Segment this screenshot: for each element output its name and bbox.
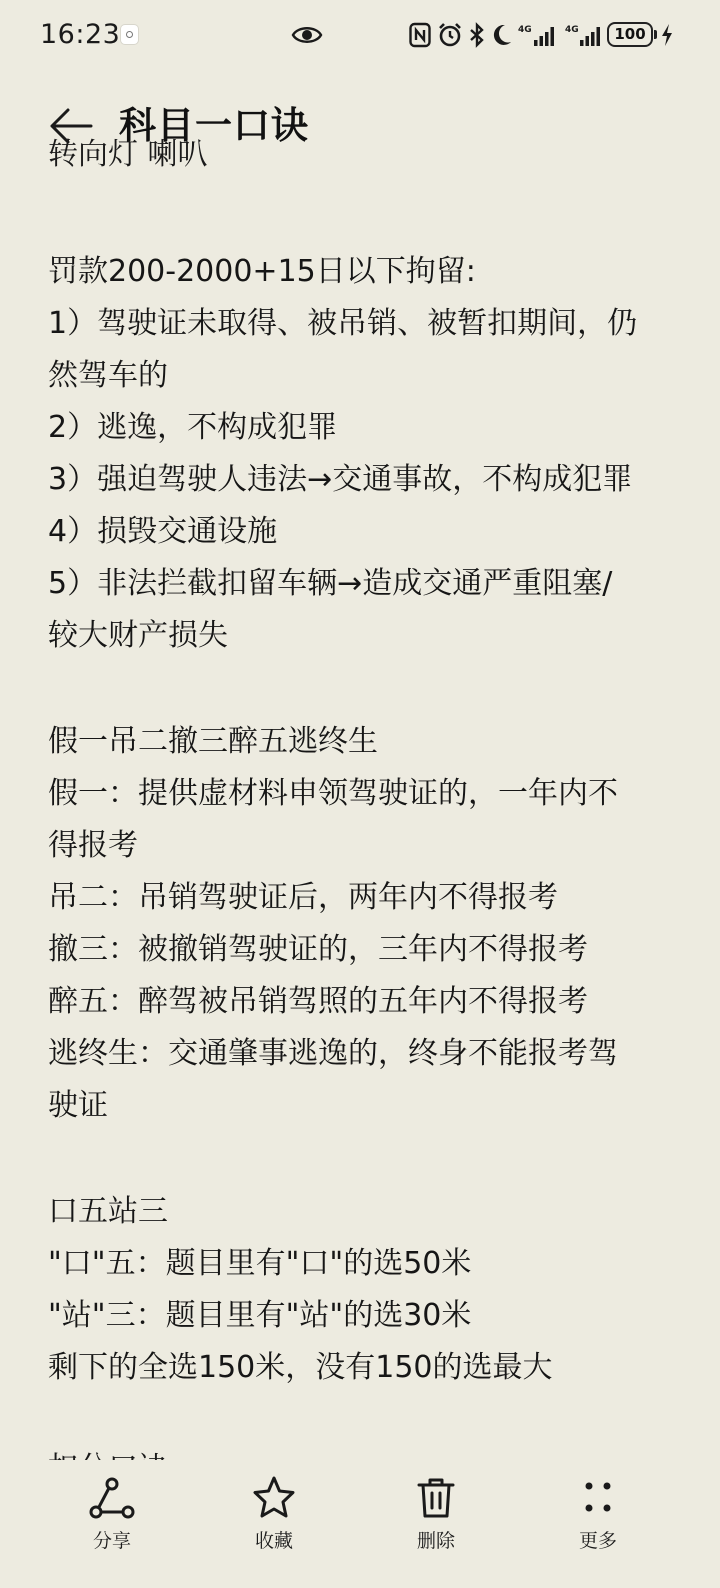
bluetooth-icon: [468, 22, 486, 48]
share-icon: [88, 1474, 136, 1522]
battery-cap: [654, 30, 657, 39]
content-line: 撤三：被撤销驾驶证的，三年内不得报考: [48, 932, 588, 967]
favorite-label: 收藏: [254, 1530, 293, 1552]
page-title: 科目一口诀: [119, 104, 309, 147]
share-button[interactable]: [52, 1474, 172, 1564]
content-line: 5）非法拦截扣留车辆→造成交通严重阻塞/: [48, 566, 613, 601]
clipped-line-top: 转向灯 喇叭: [48, 137, 208, 172]
content-line: "口"五：题目里有"口"的选50米: [48, 1246, 472, 1281]
battery-indicator: 100: [607, 22, 653, 47]
content-line: 然驾车的: [48, 358, 168, 393]
content-line: 罚款200-2000+15日以下拘留:: [48, 254, 476, 289]
content-line: 吊二：吊销驾驶证后，两年内不得报考: [48, 880, 558, 915]
content-line: 得报考: [48, 828, 138, 863]
charging-icon: [660, 22, 674, 48]
more-dots-icon: [574, 1474, 622, 1522]
content-line: "站"三：题目里有"站"的选30米: [48, 1298, 472, 1333]
signal-4g-icon-2: [565, 22, 605, 48]
content-line: 2）逃逸，不构成犯罪: [48, 410, 338, 445]
content-line: 逃终生：交通肇事逃逸的，终身不能报考驾: [48, 1036, 618, 1071]
content-line: 醉五：醉驾被吊销驾照的五年内不得报考: [48, 984, 588, 1019]
signal-4g-icon: [518, 22, 560, 48]
nfc-icon: [409, 22, 431, 48]
svg-text:4G: 4G: [518, 25, 532, 35]
content-line: 口五站三: [48, 1194, 168, 1229]
bottom-action-bar: [0, 1460, 720, 1588]
notification-app-icon: [121, 25, 138, 44]
trash-icon: [412, 1474, 460, 1522]
share-label: 分享: [92, 1530, 131, 1552]
more-label: 更多: [578, 1530, 617, 1552]
content-line: 剩下的全选150米，没有150的选最大: [48, 1350, 553, 1385]
content-line: 1）驾驶证未取得、被吊销、被暂扣期间，仍: [48, 306, 638, 341]
content-line: 假一吊二撤三醉五逃终生: [48, 724, 378, 759]
alarm-icon: [437, 22, 463, 48]
content-line: 3）强迫驾驶人违法→交通事故，不构成犯罪: [48, 462, 633, 497]
favorite-button[interactable]: [214, 1474, 334, 1564]
more-button[interactable]: [538, 1474, 658, 1564]
note-content[interactable]: [48, 137, 688, 1457]
status-time: 16:23: [40, 19, 121, 50]
content-line: 4）损毁交通设施: [48, 514, 278, 549]
delete-label: 删除: [416, 1530, 455, 1552]
star-icon: [250, 1474, 298, 1522]
eye-icon: [292, 24, 322, 46]
status-bar: [0, 0, 720, 72]
svg-text:4G: 4G: [565, 25, 579, 35]
content-line: 假一：提供虚材料申领驾驶证的，一年内不: [48, 776, 618, 811]
delete-button[interactable]: [376, 1474, 496, 1564]
content-line: 驶证: [48, 1088, 108, 1123]
moon-icon: [491, 22, 513, 48]
content-line: 较大财产损失: [48, 618, 228, 653]
clipped-line-bottom: [48, 1443, 348, 1457]
